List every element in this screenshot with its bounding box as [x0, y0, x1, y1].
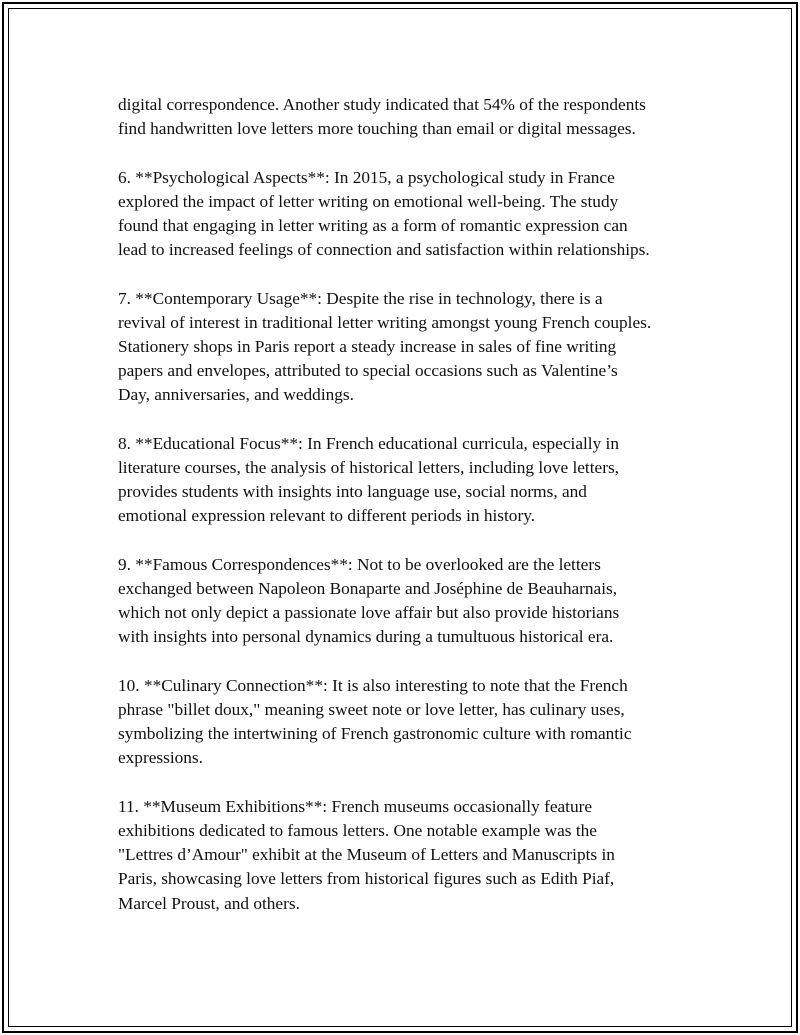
paragraph-contemporary-usage: 7. **Contemporary Usage**: Despite the rise in technology, there is a revival of interest in traditional letter writing amongst young French couples. Stationery shops in Paris report a steady increase in sales of fine writing papers and envelopes, attributed to special occasions such as Valentine’s Day, anniversaries, and weddings. — [118, 288, 652, 405]
paragraph-museum-exhibitions: 11. **Museum Exhibitions**: French museums occasionally feature exhibitions dedicated to famous letters. One notable example was the "Lettres d’Amour" exhibit at the Museum of Letters and Manuscripts in Paris, showcasing love letters from historical figures such as Edith Piaf, Marcel Proust, and others. — [118, 796, 615, 913]
paragraph-famous-correspondences: 9. **Famous Correspondences**: Not to be overlooked are the letters exchanged between Napoleon Bonaparte and Joséphine de Beauharnais, which not only depict a passionate love affair but also provide historians with insights into personal dynamics during a tumultuous historical era. — [118, 554, 620, 647]
paragraph-culinary-connection: 10. **Culinary Connection**: It is also interesting to note that the French phrase "billet doux," meaning sweet note or love letter, has culinary uses, symbolizing the intertwining of French gastronomic culture with romantic expressions. — [118, 675, 632, 768]
paragraph-educational-focus: 8. **Educational Focus**: In French educational curricula, especially in literature courses, the analysis of historical letters, including love letters, provides students with insights into language use, social norms, and emotional expression relevant to different periods in history. — [118, 433, 620, 526]
paragraph-psychological-aspects: 6. **Psychological Aspects**: In 2015, a psychological study in France explored the impact of letter writing on emotional well-being. The study found that engaging in letter writing as a form of romantic expression can lead to increased feelings of connection and satisfaction within relationships. — [118, 167, 650, 260]
document-body — [118, 93, 708, 940]
paragraph-continuation: digital correspondence. Another study indicated that 54% of the respondents find handwritten love letters more touching than email or digital messages. — [118, 95, 646, 139]
